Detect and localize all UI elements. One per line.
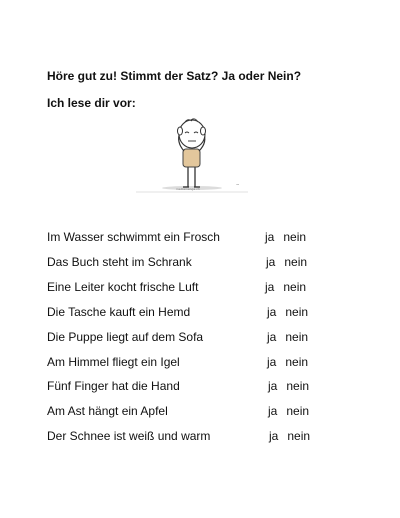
answer-options [265,230,306,244]
answer-yes[interactable]: ja [268,379,278,394]
answer-options [268,404,309,418]
statement-row [47,255,347,271]
answer-options [265,280,306,294]
answer-options [267,330,308,344]
answer-no[interactable]: nein [283,230,307,244]
answer-no[interactable]: nein [283,279,307,294]
statement-text: Eine Leiter kocht frische Luft [47,279,199,294]
answer-yes[interactable]: ja [268,404,278,419]
answer-no[interactable]: nein [285,354,309,369]
instruction-heading: Höre gut zu! Stimmt der Satz? Ja oder Nein? [47,69,302,83]
answer-yes[interactable]: ja [265,279,275,294]
statement-text: Das Buch steht im Schrank [47,254,192,269]
statement-row [47,230,347,246]
statement-row [47,404,347,420]
statement-row [47,429,347,445]
svg-text:~: ~ [236,182,240,187]
instruction-subheading: Ich lese dir vor: [47,96,136,110]
answer-yes[interactable]: ja [267,354,277,369]
statement-row [47,280,347,296]
answer-no[interactable]: nein [287,429,311,444]
answer-yes[interactable]: ja [265,230,275,244]
statement-text: Am Ast hängt ein Apfel [47,404,168,419]
statement-text: Fünf Finger hat die Hand [47,379,180,394]
statement-row [47,355,347,371]
answer-yes[interactable]: ja [269,429,279,444]
answer-options [267,305,308,319]
answer-no[interactable]: nein [285,329,309,344]
statement-text: Im Wasser schwimmt ein Frosch [47,230,220,244]
answer-options [267,355,308,369]
answer-no[interactable]: nein [285,304,309,319]
statement-text: Die Tasche kauft ein Hemd [47,304,191,319]
statement-text: Die Puppe liegt auf dem Sofa [47,329,204,344]
statement-row [47,379,347,395]
answer-options [269,429,310,443]
answer-no[interactable]: nein [286,404,310,419]
answer-yes[interactable]: ja [267,304,277,319]
answer-yes[interactable]: ja [266,254,276,269]
thinking-person-illustration [136,116,248,194]
answer-no[interactable]: nein [284,254,308,269]
statement-row [47,330,347,346]
answer-options [266,255,307,269]
answer-options [268,379,309,393]
statement-text: Der Schnee ist weiß und warm [47,429,211,444]
answer-yes[interactable]: ja [267,329,277,344]
answer-no[interactable]: nein [286,379,310,394]
statement-row [47,305,347,321]
illustration-caption: mediamanga.ch [176,187,200,191]
statement-text: Am Himmel fliegt ein Igel [47,354,180,369]
